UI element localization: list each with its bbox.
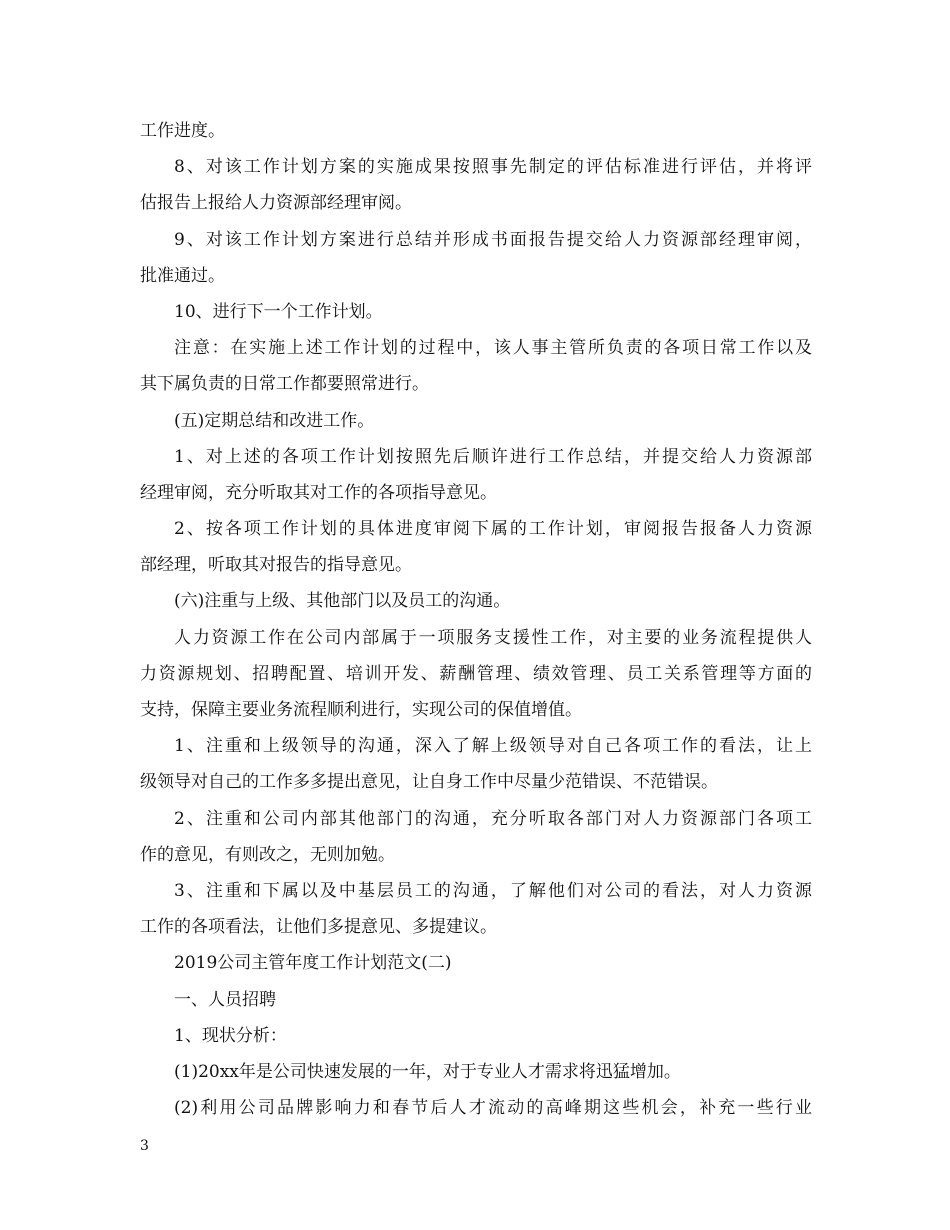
- text-line: 部经理，听取其对报告的指导意见。: [140, 555, 412, 576]
- text-line: 级领导对自己的工作多多提出意见，让自身工作中尽量少范错误、不范错误。: [140, 772, 718, 793]
- text-line: 人力资源工作在公司内部属于一项服务支援性工作，对主要的业务流程提供人: [174, 627, 812, 648]
- body-text: [140, 113, 812, 1126]
- text-line: 经理审阅，充分听取其对工作的各项指导意见。: [140, 482, 497, 503]
- text-line: 1、注重和上级领导的沟通，深入了解上级领导对自己各项工作的看法，让上: [174, 736, 812, 757]
- text-line: 一、人员招聘: [174, 989, 276, 1010]
- text-line: 8、对该工作计划方案的实施成果按照事先制定的评估标准进行评估，并将评: [174, 157, 812, 178]
- text-line: 估报告上报给人力资源部经理审阅。: [140, 193, 412, 214]
- text-line: (六)注重与上级、其他部门以及员工的沟通。: [174, 591, 511, 612]
- text-line: (五)定期总结和改进工作。: [174, 410, 375, 431]
- text-line: 工作的各项看法，让他们多提意见、多提建议。: [140, 917, 497, 938]
- text-line: 其下属负责的日常工作都要照常进行。: [140, 374, 429, 395]
- text-line: 1、现状分析：: [174, 1025, 287, 1046]
- text-line: 力资源规划、招聘配置、培训开发、薪酬管理、绩效管理、员工关系管理等方面的: [140, 663, 812, 684]
- page-number: 3: [140, 1138, 149, 1154]
- text-line: (1)20xx年是公司快速发展的一年，对于专业人才需求将迅猛增加。: [174, 1061, 681, 1082]
- text-line: 2019公司主管年度工作计划范文(二): [174, 953, 452, 974]
- text-line: 工作进度。: [140, 121, 225, 141]
- text-line: 支持，保障主要业务流程顺利进行，实现公司的保值增值。: [140, 700, 582, 720]
- text-line: 作的意见，有则改之，无则加勉。: [140, 844, 395, 865]
- text-line: 2、按各项工作计划的具体进度审阅下属的工作计划，审阅报告报备人力资源: [174, 519, 812, 540]
- text-line: 2、注重和公司内部其他部门的沟通，充分听取各部门对人力资源部门各项工: [174, 808, 812, 829]
- text-line: 3、注重和下属以及中基层员工的沟通，了解他们对公司的看法，对人力资源: [174, 880, 812, 901]
- text-line: 1、对上述的各项工作计划按照先后顺许进行工作总结，并提交给人力资源部: [174, 446, 812, 467]
- text-line: 10、进行下一个工作计划。: [174, 301, 383, 322]
- text-line: 注意：在实施上述工作计划的过程中，该人事主管所负责的各项日常工作以及: [174, 338, 812, 359]
- text-line: (2)利用公司品牌影响力和春节后人才流动的高峰期这些机会，补充一些行业: [174, 1098, 812, 1119]
- text-line: 批准通过。: [140, 265, 225, 286]
- text-line: 9、对该工作计划方案进行总结并形成书面报告提交给人力资源部经理审阅，: [174, 229, 812, 250]
